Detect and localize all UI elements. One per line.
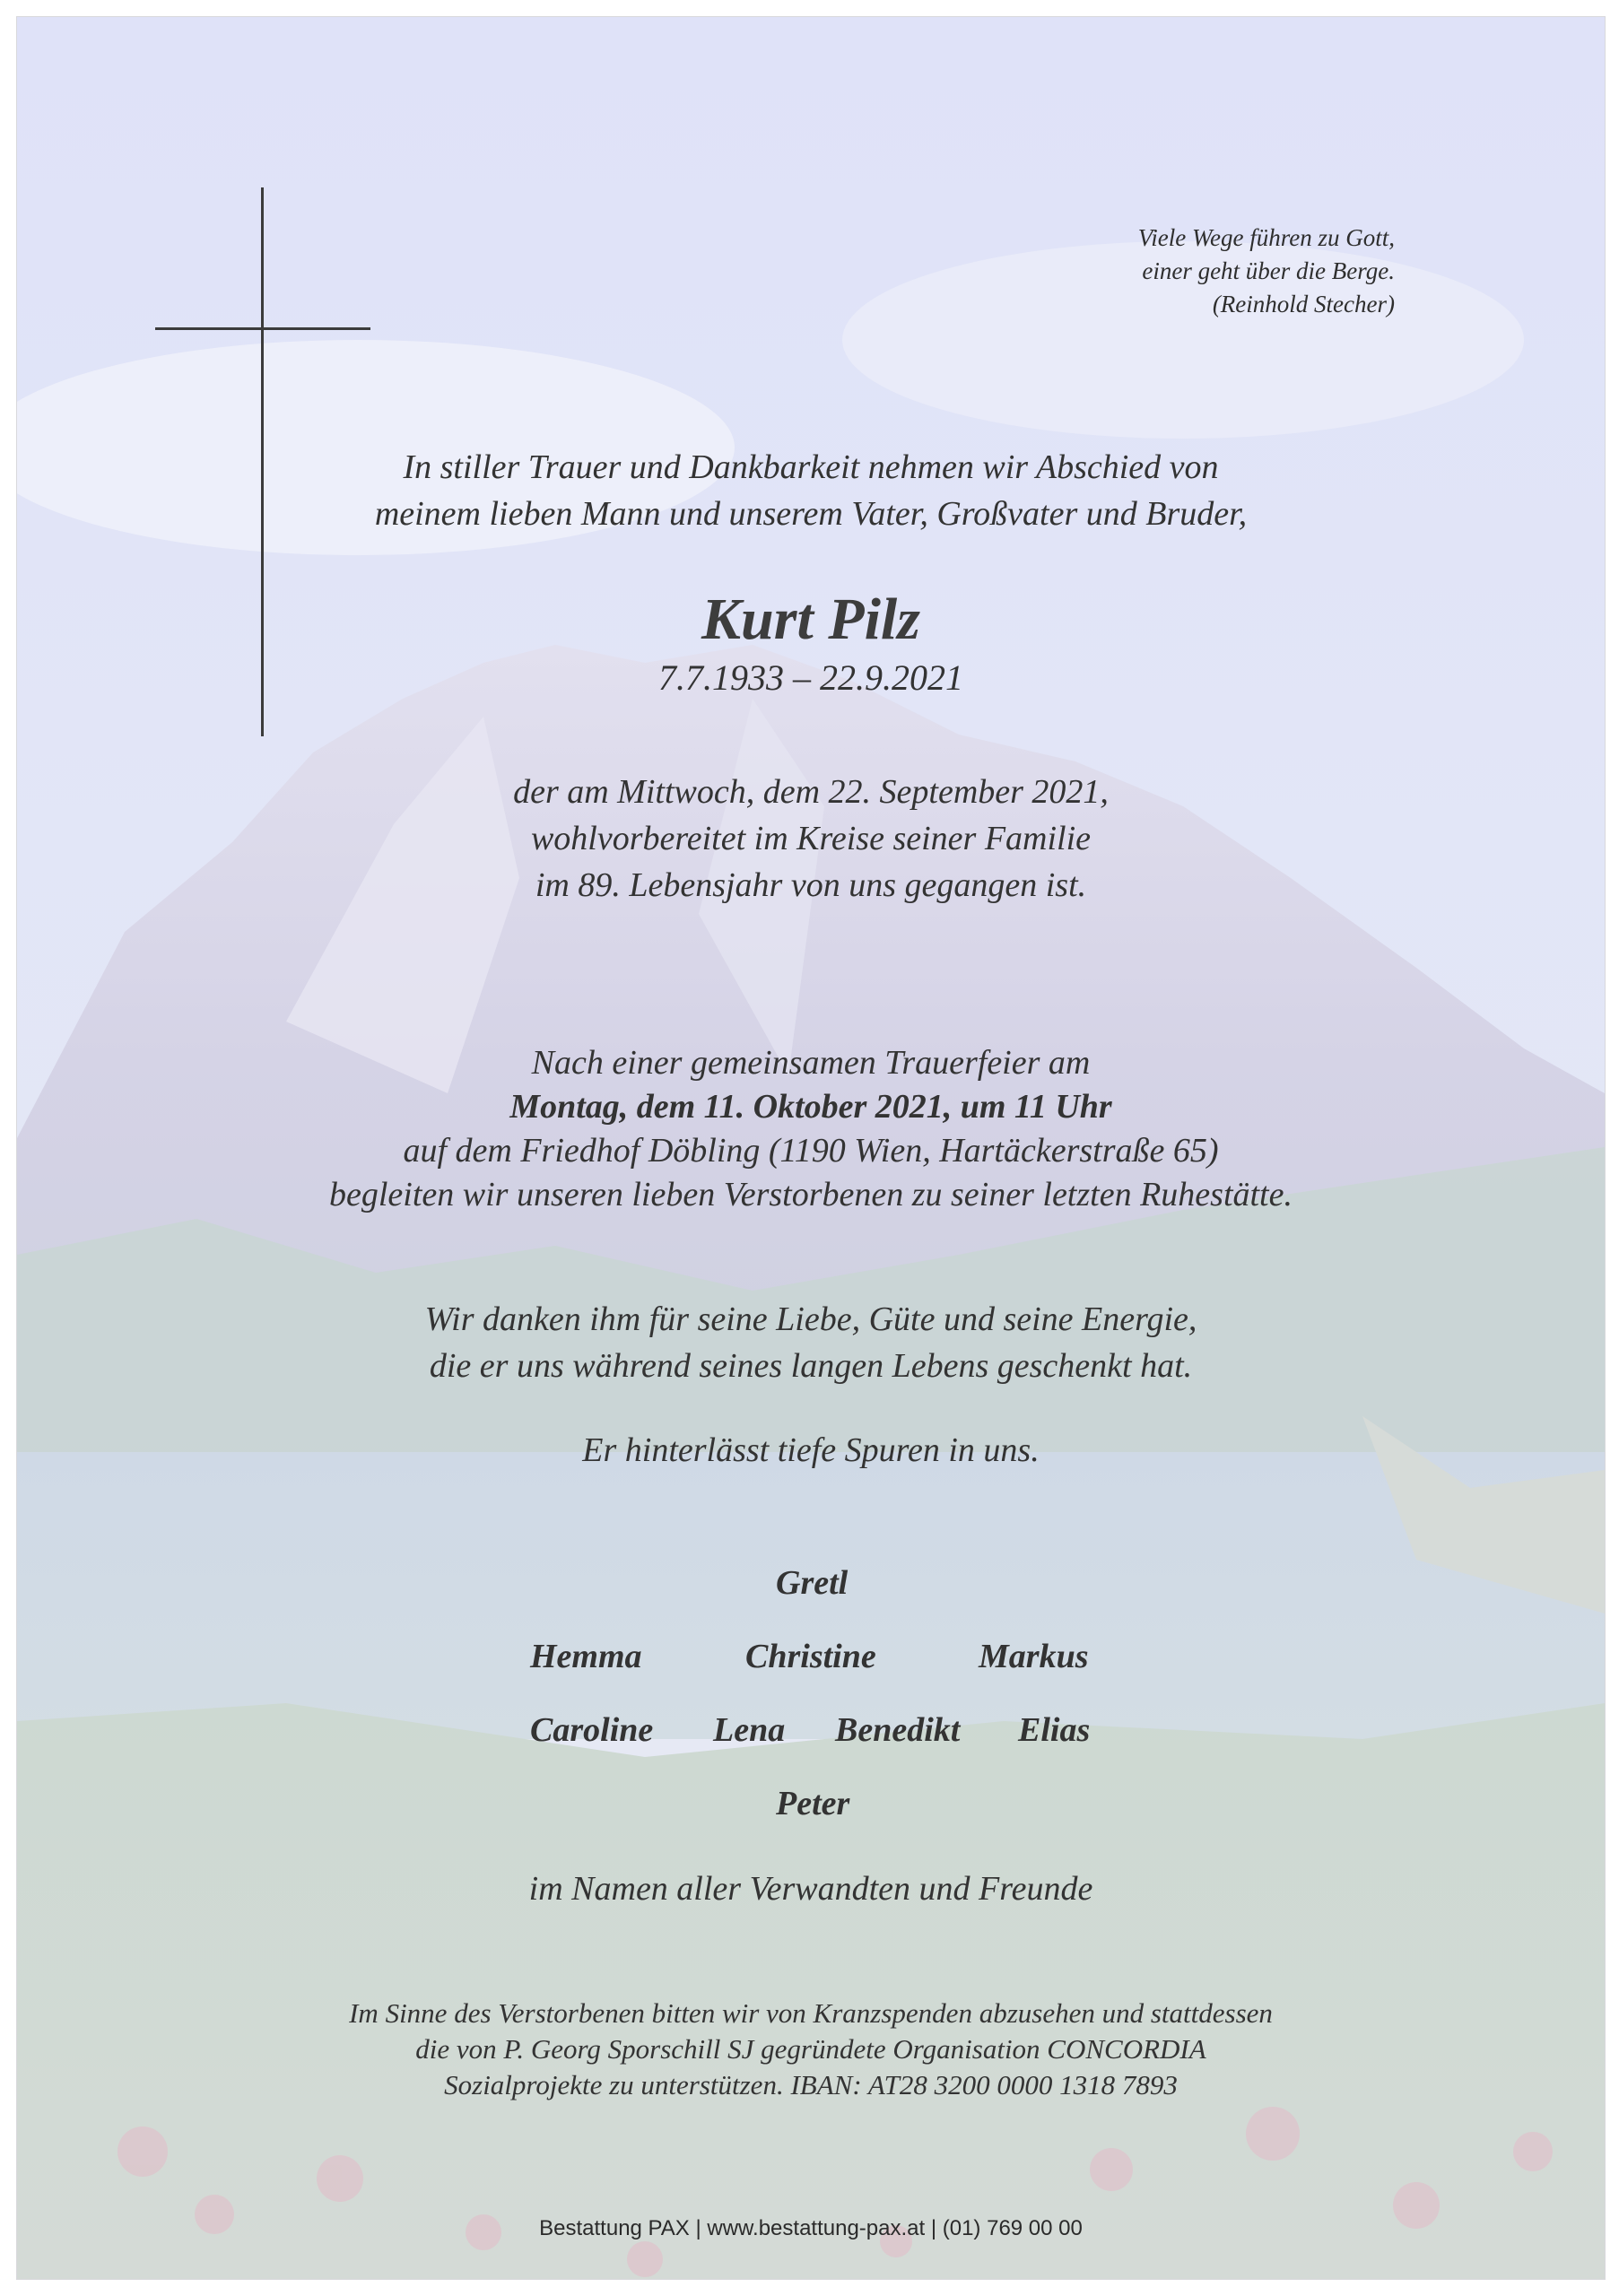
family-name-child: Christine — [745, 1638, 876, 1675]
death-line: im 89. Lebensjahr von uns gegangen ist. — [535, 866, 1087, 904]
thanks-text — [17, 1296, 1605, 1389]
intro-line: meinem lieben Mann und unserem Vater, Großvater und Bruder, — [374, 495, 1248, 533]
ceremony-line: Nach einer gemeinsamen Trauerfeier am — [531, 1044, 1091, 1082]
ceremony-date: Montag, dem 11. Oktober 2021, um 11 Uhr — [509, 1088, 1112, 1126]
on-behalf-text: im Namen aller Verwandten und Freunde — [528, 1870, 1093, 1908]
traces-text: Er hinterlässt tiefe Spuren in uns. — [582, 1431, 1040, 1469]
obituary-page — [16, 16, 1606, 2280]
ceremony-line: begleiten wir unseren lieben Verstorbenen zu seiner letzten Ruhestätte. — [329, 1176, 1293, 1213]
family-name-grandchild: Elias — [1018, 1711, 1091, 1749]
intro-text — [17, 444, 1605, 537]
family-name-grandchild: Lena — [713, 1711, 786, 1749]
death-line: der am Mittwoch, dem 22. September 2021, — [513, 773, 1109, 811]
motto-quote — [1138, 222, 1395, 321]
ceremony-location: auf dem Friedhof Döbling (1190 Wien, Hartäckerstraße 65) — [403, 1132, 1219, 1170]
funeral-home-footer: Bestattung PAX | www.bestattung-pax.at | (01) 769 00 00 — [539, 2216, 1083, 2240]
death-line: wohlvorbereitet im Kreise seiner Familie — [530, 820, 1092, 857]
family-name-sibling: Peter — [776, 1785, 850, 1822]
thanks-line: Wir danken ihm für seine Liebe, Güte und seine Energie, — [424, 1300, 1197, 1338]
motto-line: einer geht über die Berge. — [1142, 257, 1395, 284]
donation-line: die von P. Georg Sporschill SJ gegründete Organisation CONCORDIA — [415, 2033, 1206, 2065]
ceremony-info — [17, 1041, 1605, 1217]
family-name-spouse: Gretl — [776, 1564, 849, 1602]
donation-notice — [17, 1996, 1605, 2103]
motto-author: (Reinhold Stecher) — [1212, 291, 1395, 317]
life-dates: 7.7.1933 – 22.9.2021 — [658, 657, 963, 698]
donation-line: Im Sinne des Verstorbenen bitten wir von Kranzspenden abzusehen und stattdessen — [349, 1997, 1273, 2029]
deceased-name: Kurt Pilz — [701, 587, 920, 652]
motto-line: Viele Wege führen zu Gott, — [1137, 224, 1395, 251]
death-notice — [17, 769, 1605, 909]
family-name-grandchild: Caroline — [530, 1711, 654, 1749]
family-name-child: Markus — [979, 1638, 1089, 1675]
intro-line: In stiller Trauer und Dankbarkeit nehmen wir Abschied von — [403, 448, 1219, 486]
donation-iban: Sozialprojekte zu unterstützen. IBAN: AT28 3200 0000 1318 7893 — [444, 2069, 1178, 2100]
family-name-grandchild: Benedikt — [835, 1711, 961, 1749]
family-name-child: Hemma — [530, 1638, 642, 1675]
thanks-line: die er uns während seines langen Lebens geschenkt hat. — [429, 1347, 1193, 1385]
